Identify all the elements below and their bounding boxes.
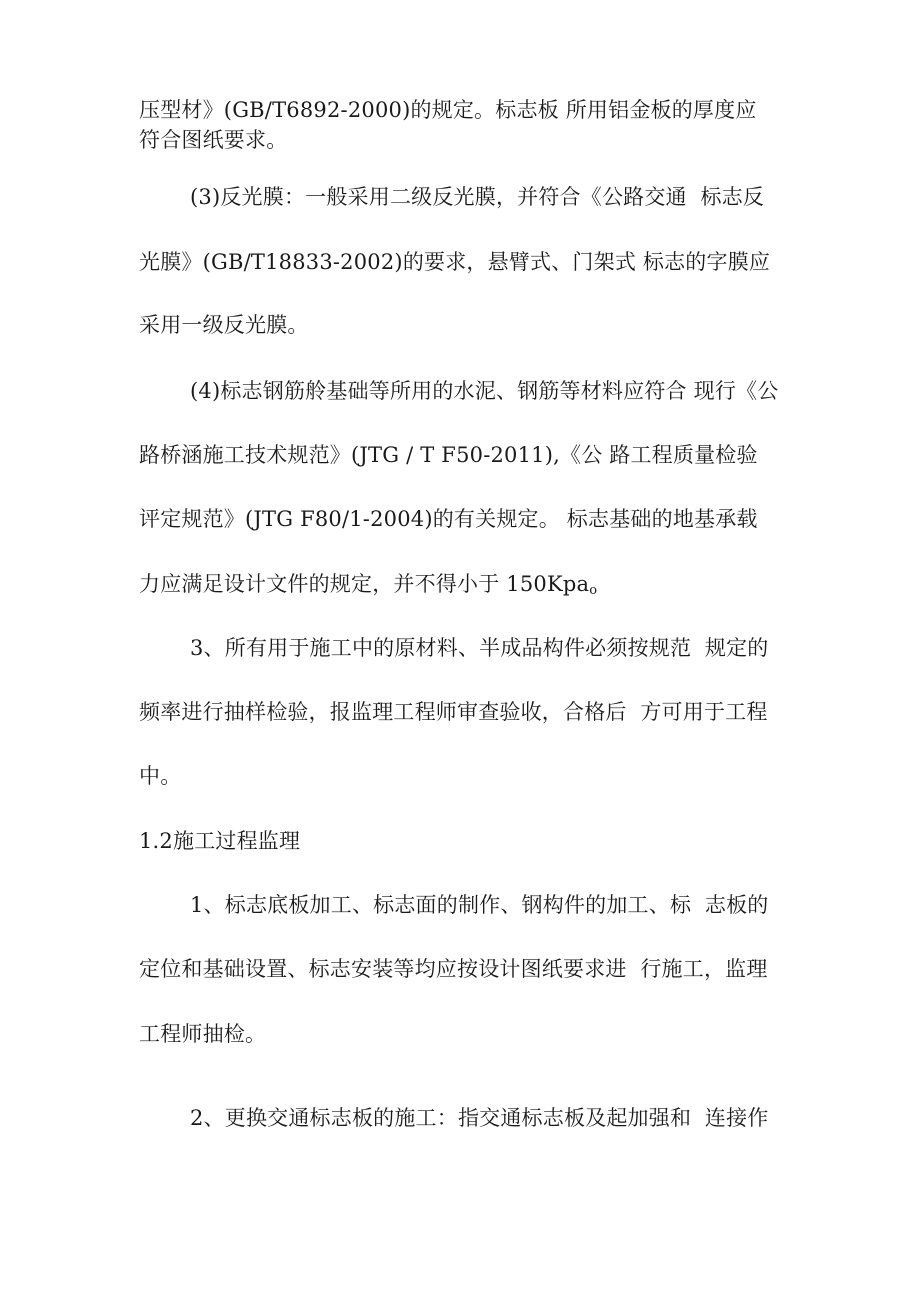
text-line: 频率进行抽样检验，报监理工程师审查验收，合格后 方可用于工程: [139, 700, 768, 724]
section-heading: 1.2施工过程监理: [139, 829, 301, 853]
text-line: 工程师抽检。: [139, 1022, 267, 1046]
text-line: 路桥涵施工技术规范》(JTG / T F50-2011),《公 路工程质量检验: [139, 443, 758, 467]
text-line: 3、所有用于施工中的原材料、半成品构件必须按规范 规定的: [190, 636, 769, 660]
text-line: 1、标志底板加工、标志面的制作、钢构件的加工、标 志板的: [190, 893, 769, 917]
subscript-mark: o: [589, 583, 598, 598]
text-line-with-subscript: [139, 570, 799, 605]
text-line: 定位和基础设置、标志安装等均应按设计图纸要求进 行施工，监理: [139, 957, 768, 981]
text-line: (4)标志钢筋舲基础等所用的水泥、钢筋等材料应符合 现行《公: [190, 379, 779, 403]
text-line: 压型材》(GB/T6892-2000)的规定。标志板 所用铝金板的厚度应: [139, 98, 757, 122]
text-line: 采用一级反光膜。: [139, 313, 309, 337]
text-line: 2、更换交通标志板的施工：指交通标志板及起加强和 连接作: [190, 1106, 769, 1130]
text-line: 中。: [139, 764, 182, 788]
text-line: 符合图纸要求。: [139, 128, 288, 152]
text-line: 评定规范》(JTG F80/1-2004)的有关规定。 标志基础的地基承载: [139, 507, 758, 531]
text-line: (3)反光膜：一般采用二级反光膜，并符合《公路交通 标志反: [190, 185, 765, 209]
text-segment: 力应满足设计文件的规定，并不得小于 150Kpa: [139, 572, 590, 596]
text-line: 光膜》(GB/T18833-2002)的要求，悬臂式、门架式 标志的字膜应: [139, 250, 771, 274]
